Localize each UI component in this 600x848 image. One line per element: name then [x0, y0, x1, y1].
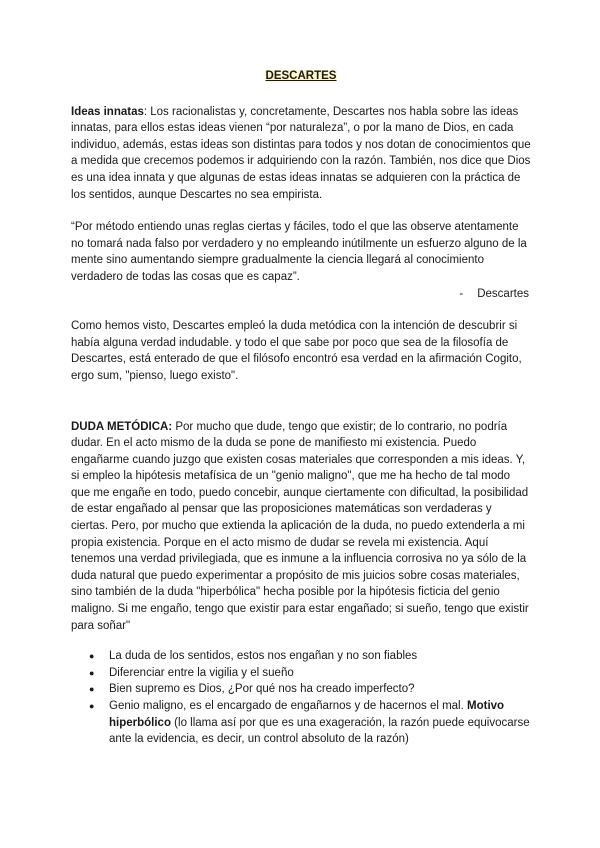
- list-item-text-after: (lo llama así por que es una exageración, la razón puede equivocarse ante la evidencia, es decir, un control absoluto de la razón): [109, 716, 530, 746]
- list-item: [89, 698, 531, 748]
- duda-intro-paragraph: Como hemos visto, Descartes empleó la duda metódica con la intención de descubrir si había alguna verdad indudable. y todo el que sabe por poco que sea de la filosofía de Descartes, está enterado de que el filósofo encontró esa verdad en la afirmación Cogito, ergo sum, "pienso, luego existo".: [71, 320, 522, 382]
- duda-metodica-term: DUDA METÓDICA:: [71, 420, 173, 433]
- document-title: [71, 68, 531, 85]
- motivo-hiperbolico-term: Motivo hiperbólico: [109, 700, 505, 729]
- bullet-icon: ●: [89, 684, 95, 695]
- list-item-text: La duda de los sentidos, estos nos engañan y no son fiables: [109, 650, 418, 663]
- quote-text: “Por método entiendo unas reglas ciertas y fáciles, todo el que las observe atentamente no tomará nada falso por verdadero y no empleando inútilmente un esfuerzo alguno de la mente sino aumentando siempre gradualmente la ciencia llegará al conocimiento verdadero de todas las cosas que es capaz”.: [71, 221, 527, 283]
- summary-list: [71, 648, 531, 748]
- document-title-text: DESCARTES: [265, 70, 337, 82]
- bullet-icon: ●: [89, 701, 95, 711]
- quote-paragraph: [71, 219, 531, 285]
- attribution-author: Descartes: [477, 287, 529, 300]
- ideas-innatas-text: : Los racionalistas y, concretamente, Descartes nos habla sobre las ideas innatas, para ellos estas ideas vienen “por naturaleza”, o por la mano de Dios, en cada individuo, además, estas ideas son distintas para todos y nos dotan de conocimientos que a medida que crecemos podemos ir adquiriendo con la razón. También, nos dice que Dios es una idea innata y que algunas de estas ideas innatas se adquieren con la práctica de los sentidos, aunque Descartes no sea empirista.: [71, 105, 531, 201]
- list-item-text-before: Genio maligno, es el encargado de engañarnos y de hacernos el mal.: [109, 700, 468, 712]
- document-page: [71, 68, 531, 748]
- quote-attribution: [71, 286, 531, 303]
- bullet-icon: ●: [89, 651, 95, 662]
- duda-metodica-paragraph: [71, 419, 531, 635]
- list-item-text: Bien supremo es Dios, ¿Por qué nos ha creado imperfecto?: [109, 683, 415, 696]
- list-item-text: Diferenciar entre la vigilia y el sueño: [109, 666, 294, 679]
- ideas-innatas-term: Ideas innatas: [71, 105, 144, 118]
- bullet-icon: ●: [89, 667, 95, 678]
- ideas-innatas-paragraph: [71, 104, 531, 204]
- duda-metodica-text: Por mucho que dude, tengo que existir; de lo contrario, no podría dudar. En el acto mismo de la duda se pone de manifiesto mi existencia. Puedo engañarme cuando juzgo que existen cosas materiales que corresponden a mis ideas. Y, si empleo la hipótesis metafísica de un "genio maligno", que me ha hecho de tal modo que me engañe en todo, puedo concebir, aunque ciertamente con dificultad, la posibilidad de estar engañado al pensar que las proposiciones matemáticas son verdaderas y ciertas. Pero, por mucho que extienda la aplicación de la duda, no puedo extenderla a mi propia existencia. Porque en el acto mismo de dudar se revela mi existencia. Aquí tenemos una verdad privilegiada, que es inmune a la influencia corrosiva no ya sólo de la duda natural que puedo experimentar a propósito de mis juicios sobre cosas materiales, sino también de la duda "hiperbólica" hecha posible por la hipótesis ficticia del genio maligno. Si me engaño, tengo que existir para estar engañado; si sueño, tengo que existir para soñar": [71, 420, 529, 632]
- section-spacer: [71, 385, 531, 419]
- list-item: [89, 648, 531, 665]
- list-item: [89, 665, 531, 682]
- list-item: [89, 681, 531, 698]
- attribution-dash: -: [459, 287, 464, 300]
